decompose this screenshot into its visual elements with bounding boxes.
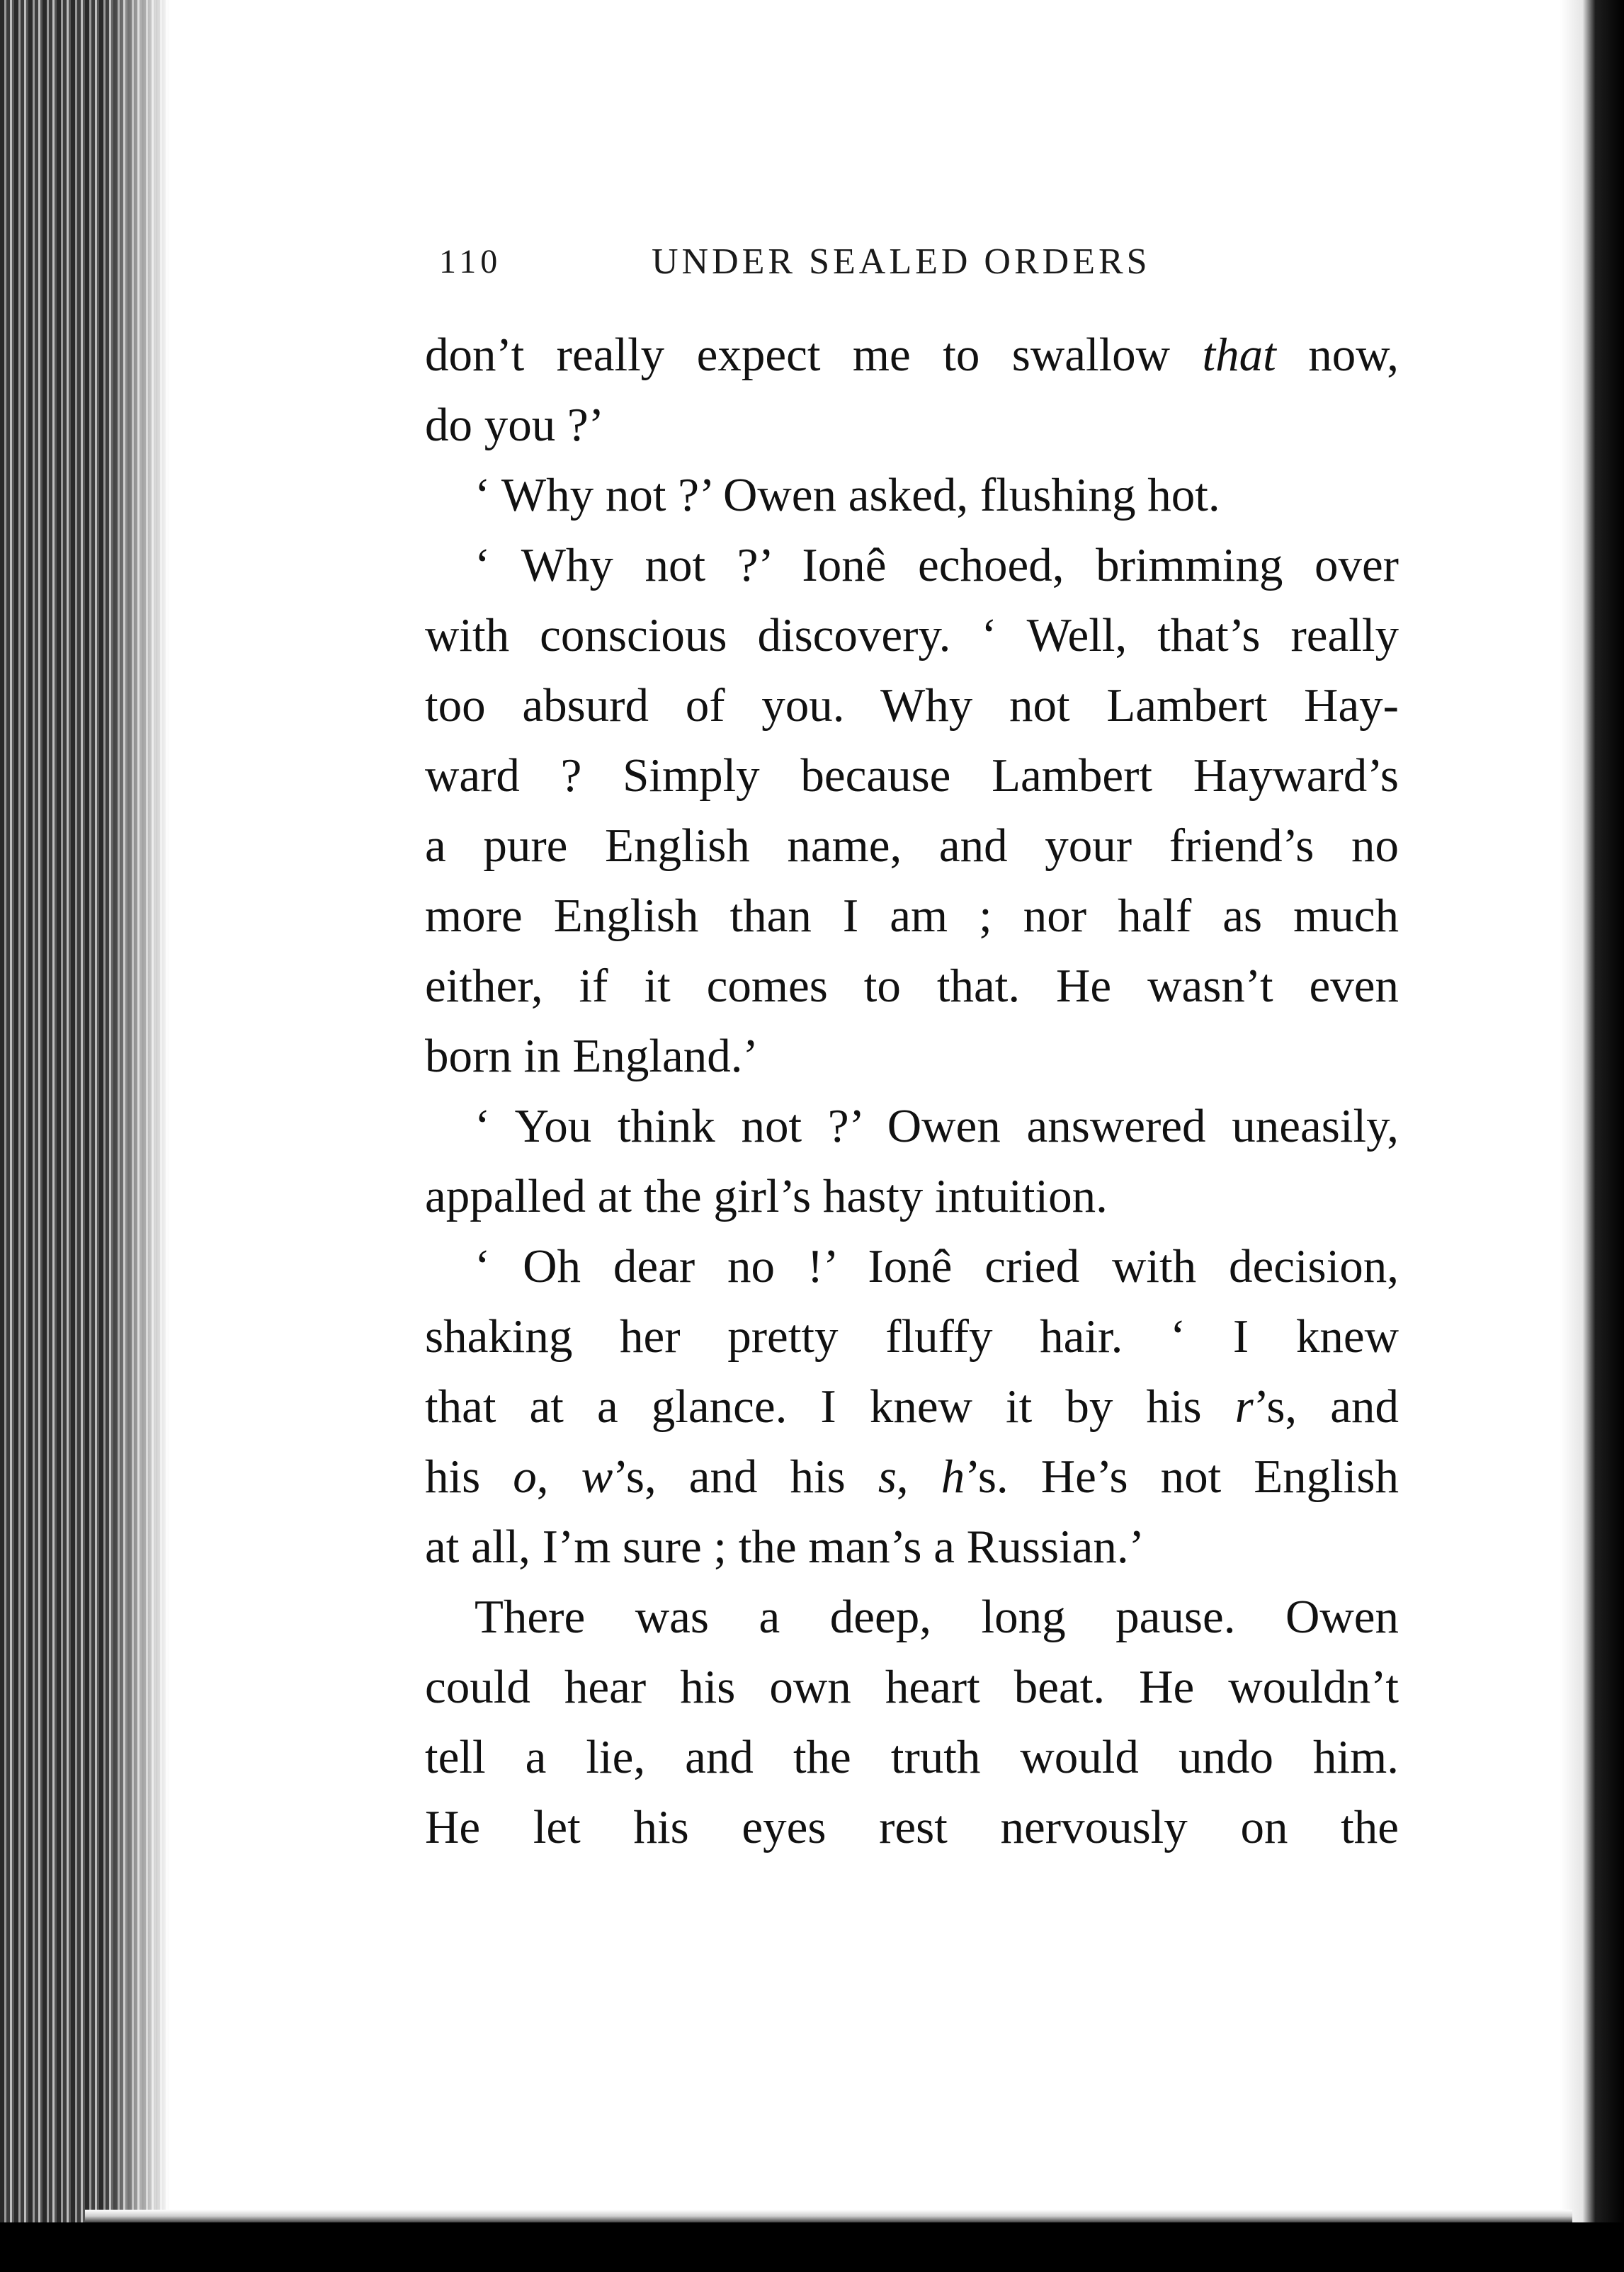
text-line: at all, I’m sure ; the man’s a Russian.’	[425, 1521, 1145, 1573]
binding-shadow	[106, 0, 170, 2231]
text-line: born in England.’	[425, 1030, 759, 1082]
text-line: ‘ Why not ?’ Owen asked, flushing hot.	[475, 469, 1220, 521]
right-page-edge	[1560, 0, 1624, 2272]
running-title: UNDER SEALED ORDERS	[652, 242, 1151, 282]
text-line: tell a lie, and the truth would undo him.	[425, 1731, 1399, 1783]
text-line: that at a glance. I knew it by his r’s, and	[425, 1380, 1399, 1433]
text-line: ‘ Why not ?’ Ionê echoed, brimming over	[475, 539, 1399, 591]
text-line: appalled at the girl’s hasty intuition.	[425, 1170, 1108, 1222]
text-line: He let his eyes rest nervously on the	[425, 1801, 1399, 1853]
text-line: There was a deep, long pause. Owen	[475, 1591, 1399, 1643]
running-header	[439, 234, 1402, 290]
text-line: a pure English name, and your friend’s no	[425, 819, 1399, 872]
text-line: more English than I am ; nor half as much	[425, 890, 1399, 942]
text-line: ‘ You think not ?’ Owen answered uneasily,	[475, 1100, 1399, 1152]
bottom-page-edge	[85, 2210, 1572, 2222]
text-line: with conscious discovery. ‘ Well, that’s really	[425, 609, 1399, 661]
text-line: do you ?’	[425, 399, 605, 451]
text-line: his o, w’s, and his s, h’s. He’s not English	[425, 1450, 1399, 1503]
body-text	[425, 320, 1399, 1863]
text-line: ‘ Oh dear no !’ Ionê cried with decision,	[475, 1240, 1399, 1293]
page-number: 110	[439, 243, 502, 280]
text-line: too absurd of you. Why not Lambert Hay-	[425, 679, 1399, 732]
text-line: don’t really expect me to swallow that now,	[425, 329, 1399, 381]
scan-border	[0, 2222, 1624, 2272]
text-line: shaking her pretty fluffy hair. ‘ I knew	[425, 1310, 1399, 1363]
text-line: ward ? Simply because Lambert Hayward’s	[425, 749, 1399, 802]
text-line: either, if it comes to that. He wasn’t even	[425, 960, 1399, 1012]
text-line: could hear his own heart beat. He wouldn’t	[425, 1661, 1399, 1713]
